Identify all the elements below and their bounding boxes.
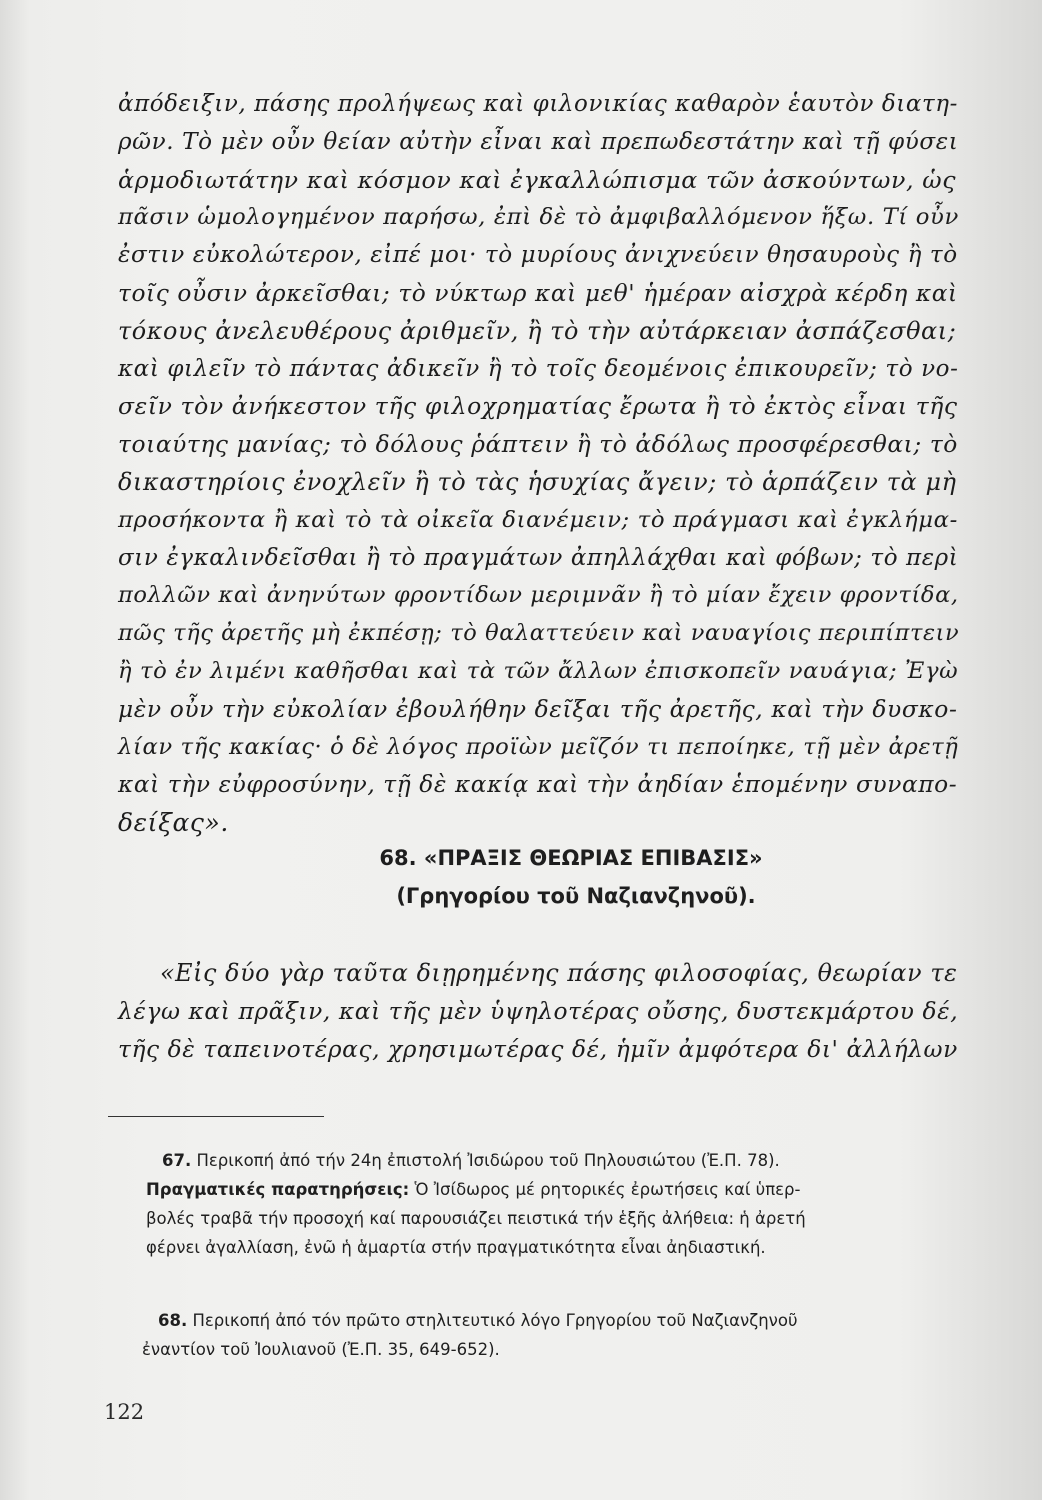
passage-line: τοιαύτης μανίας; τὸ δόλους ῥάπτειν ἢ τὸ ἀδόλως προσφέρεσθαι; τὸ [118, 431, 958, 459]
footnote-number: 67. [162, 1151, 192, 1170]
passage-line: δικαστηρίοις ἐνοχλεῖν ἢ τὸ τὰς ἡσυχίας ἄγειν; τὸ ἁρπάζειν τὰ μὴ [118, 467, 957, 496]
passage-line: καὶ τὴν εὐφροσύνην, τῇ δὲ κακίᾳ καὶ τὴν ἀηδίαν ἑπομένην συναπο- [118, 771, 958, 799]
passage-line: πῶς τῆς ἀρετῆς μὴ ἐκπέσῃ; τὸ θαλαττεύειν καὶ ναυαγίοις περιπίπτειν [118, 620, 960, 647]
page-number: 122 [104, 1400, 145, 1424]
passage-line: ἢ τὸ ἐν λιμένι καθῆσθαι καὶ τὰ τῶν ἄλλων ἐπισκοπεῖν ναυάγια; Ἐγὼ [118, 657, 959, 684]
footnote-67 [118, 1146, 964, 1262]
footnote-line [118, 1306, 964, 1335]
passage-line: ἐστιν εὐκολώτερον, εἰπέ μοι· τὸ μυρίους ἀνιχνεύειν θησαυροὺς ἢ τὸ [118, 242, 958, 269]
passage-line: σιν ἐγκαλινδεῖσθαι ἢ τὸ πραγμάτων ἀπηλλάχθαι καὶ φόβων; τὸ περὶ [118, 544, 959, 571]
passage-line: λίαν τῆς κακίας· ὁ δὲ λόγος προϊὼν μεῖζόν τι πεποίηκε, τῇ μὲν ἀρετῇ [118, 733, 959, 760]
passage-line: τῆς δὲ ταπεινοτέρας, χρησιμωτέρας δέ, ἡμῖν ἀμφότερα δι' ἀλλήλων [118, 1035, 958, 1063]
passage-line: ρῶν. Τὸ μὲν οὖν θείαν αὐτὴν εἶναι καὶ πρεπωδεστάτην καὶ τῇ φύσει [118, 128, 959, 155]
footnote-text: Περικοπή ἀπό τόν πρῶτο στηλιτευτικό λόγο Γρηγορίου τοῦ Ναζιανζηνοῦ [192, 1311, 798, 1330]
passage-line: δείξας». [118, 808, 229, 838]
footnote-line: φέρνει ἀγαλλίαση, ἐνῶ ἡ ἁμαρτία στήν πραγματικότητα εἶναι ἀηδιαστική. [146, 1238, 766, 1257]
footnote-label: Πραγματικές παρατηρήσεις: [146, 1180, 410, 1199]
passage-line: ἁρμοδιωτάτην καὶ κόσμον καὶ ἐγκαλλώπισμα τῶν ἀσκούντων, ὡς [118, 165, 957, 194]
footnote-68 [118, 1306, 964, 1364]
passage-line: μὲν οὖν τὴν εὐκολίαν ἐβουλήθην δεῖξαι τῆς ἀρετῆς, καὶ τὴν δυσκο- [118, 694, 958, 723]
passage-line: πᾶσιν ὡμολογημένον παρήσω, ἐπὶ δὲ τὸ ἀμφιβαλλόμενον ἥξω. Τί οὖν [118, 204, 959, 231]
section-subheading: (Γρηγορίου τοῦ Ναζιανζηνοῦ). [396, 884, 756, 908]
footnote-line [118, 1146, 964, 1175]
footnote-divider [108, 1116, 324, 1117]
passage-line: πολλῶν καὶ ἀνηνύτων φροντίδων μεριμνᾶν ἢ τὸ μίαν ἔχειν φροντίδα, [118, 582, 959, 609]
footnote-number: 68. [158, 1311, 188, 1330]
passage-line: τοῖς οὖσιν ἀρκεῖσθαι; τὸ νύκτωρ καὶ μεθ' ἡμέραν αἰσχρὰ κέρδη καὶ [118, 279, 958, 307]
passage-line: «Εἰς δύο γὰρ ταῦτα διῃρημένης πάσης φιλοσοφίας, θεωρίαν τε [160, 959, 958, 987]
footnote-text: Περικοπή ἀπό τήν 24η ἐπιστολή Ἰσιδώρου τοῦ Πηλουσιώτου (Ἐ.Π. 78). [196, 1151, 780, 1170]
footnote-text: Ὁ Ἰσίδωρος μέ ρητορικές ἐρωτήσεις καί ὑπερ- [414, 1180, 801, 1199]
footnote-line: ἐναντίον τοῦ Ἰουλιανοῦ (Ἐ.Π. 35, 649-652). [142, 1340, 500, 1359]
section-heading: 68. «ΠΡΑΞΙΣ ΘΕΩΡΙΑΣ ΕΠΙΒΑΣΙΣ» [379, 846, 763, 870]
passage-line: προσήκοντα ἢ καὶ τὸ τὰ οἰκεῖα διανέμειν; τὸ πράγμασι καὶ ἐγκλήμα- [118, 506, 958, 533]
passage-line: σεῖν τὸν ἀνήκεστον τῆς φιλοχρηματίας ἔρωτα ἢ τὸ ἐκτὸς εἶναι τῆς [118, 392, 958, 421]
passage-67 [118, 86, 964, 842]
footnote-line [118, 1175, 964, 1204]
footnote-line: βολές τραβᾶ τήν προσοχή καί παρουσιάζει πειστικά τήν ἑξῆς ἀλήθεια: ἡ ἀρετή [146, 1209, 806, 1228]
passage-line: ἀπόδειξιν, πάσης προλήψεως καὶ φιλονικίας καθαρὸν ἑαυτὸν διατη- [118, 91, 958, 117]
passage-line: τόκους ἀνελευθέρους ἀριθμεῖν, ἢ τὸ τὴν αὐτάρκειαν ἀσπάζεσθαι; [118, 316, 957, 345]
passage-line: καὶ φιλεῖν τὸ πάντας ἀδικεῖν ἢ τὸ τοῖς δεομένοις ἐπικουρεῖν; τὸ νο- [118, 355, 959, 382]
passage-line: λέγω καὶ πρᾶξιν, καὶ τῆς μὲν ὑψηλοτέρας οὔσης, δυστεκμάρτου δέ, [118, 997, 959, 1025]
passage-68 [118, 955, 964, 1068]
